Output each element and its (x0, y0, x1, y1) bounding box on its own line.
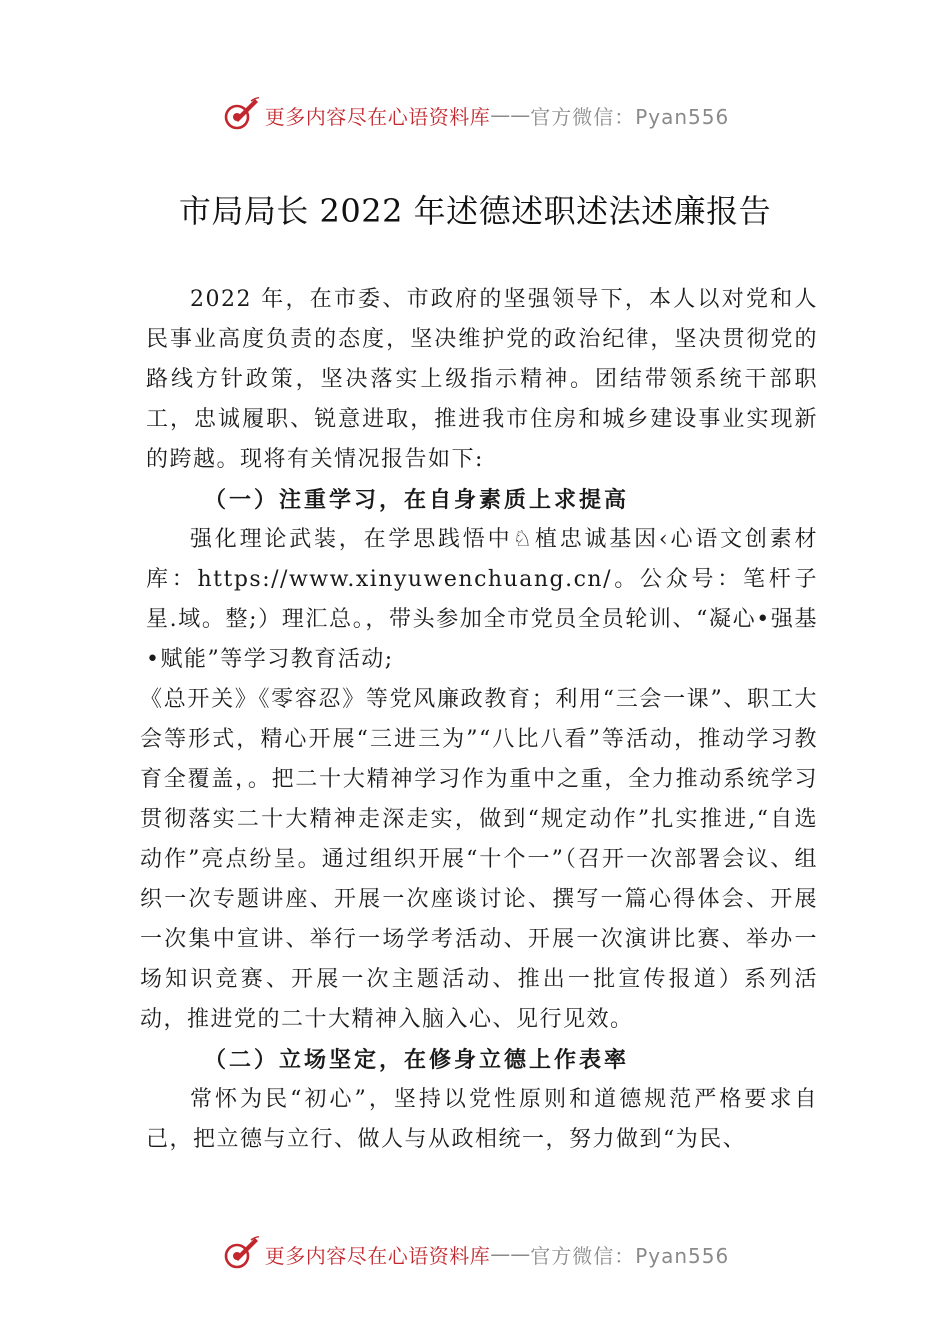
document-body (140, 280, 818, 1160)
section-heading-2: （二）立场坚定，在修身立德上作表率 (204, 1047, 630, 1073)
banner-wechat-text: 官方微信：Pyan556 (530, 104, 730, 129)
section1-paragraph-2: 《总开关》《零容忍》等党风廉政教育；利用“三会一课”、职工大会等形式，精心开展“三进三为”“八比八看”等活动，推动学习教育全覆盖，。把二十大精神学习作为重中之重，全力推动系统学习贯彻落实二十大精神走深走实，做到“规定动作”扎实推进,“自选动作”亮点纷呈。通过组织开展“十个一”（召开一次部署会议、组织一次专题讲座、开展一次座谈讨论、撰写一篇心得体会、开展一次集中宣讲、举行一场学考活动、开展一次演讲比赛、举办一场知识竞赛、开展一次主题活动、推出一批宣传报道）系列活动，推进党的二十大精神入脑入心、见行见效。 (140, 687, 818, 1032)
section1-paragraph-1: 强化理论武装，在学思践悟中♘植忠诚基因‹心语文创素材库：https://www.xinyuwenchuang.cn/。公众号：笔杆子星.域。整;）理汇总。，带头参加全市党员全员轮训、“凝心•强基•赋能”等学习教育活动; (146, 527, 818, 672)
banner-separator: —— (490, 103, 531, 127)
quill-logo-icon (221, 1234, 261, 1274)
intro-paragraph: 2022 年，在市委、市政府的坚强领导下，本人以对党和人民事业高度负责的态度，坚决维护党的政治纪律，坚决贯彻党的路线方针政策，坚决落实上级指示精神。团结带领系统干部职工，忠诚履职、锐意进取，推进我市住房和城乡建设事业实现新的跨越。现将有关情况报告如下: (146, 287, 818, 472)
section2-paragraph-1: 常怀为民“初心”，坚持以党性原则和道德规范严格要求自己，把立德与立行、做人与从政相统一，努力做到“为民、 (146, 1087, 818, 1152)
quill-logo-icon (221, 95, 261, 135)
banner-wechat-text: 官方微信：Pyan556 (530, 1243, 730, 1268)
header-banner (0, 91, 950, 139)
banner-site-text: 更多内容尽在心语资料库 (264, 104, 491, 129)
footer-banner (0, 1230, 950, 1278)
banner-separator: —— (490, 1242, 531, 1266)
section-heading-1: （一）注重学习，在自身素质上求提高 (204, 487, 630, 513)
banner-site-text: 更多内容尽在心语资料库 (264, 1243, 491, 1268)
document-title: 市局局长 2022 年述德述职述法述廉报告 (178, 192, 772, 230)
